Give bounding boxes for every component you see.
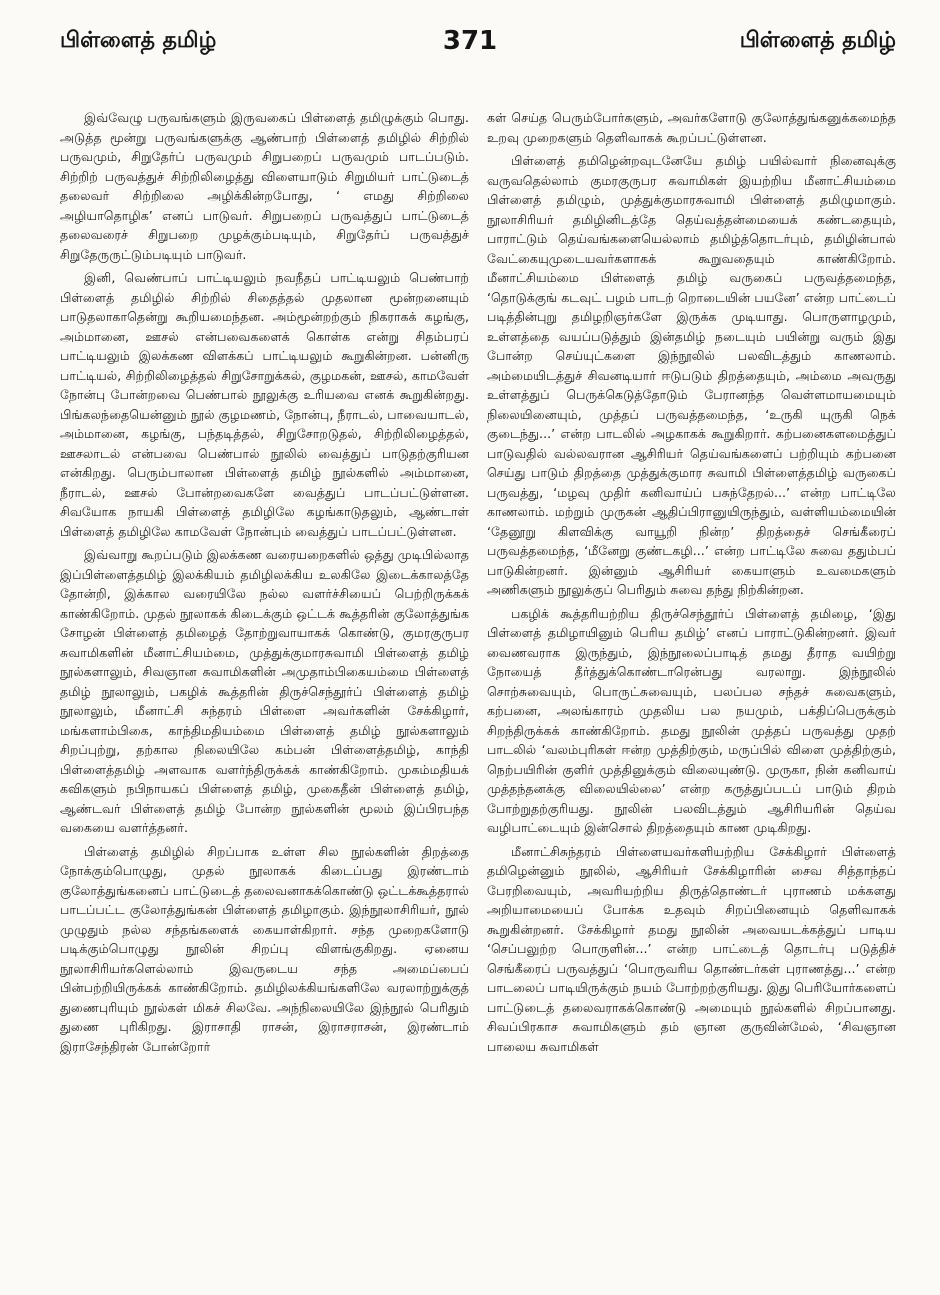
page-number: 371 xyxy=(442,26,498,56)
paragraph: இவ்வாறு கூறப்படும் இலக்கண வரையறைகளில் ஒத்து முடிபில்லாத இப்பிள்ளைத்தமிழ் இலக்கியம் தமிழிலக்கிய உலகிலே இடைக்காலத்தே தோன்றி, இக்கால வரையிலே நல்ல வளர்ச்சியைப் பெற்றிருக்கக் காண்கிறோம். முதல் நூலாகக் கிடைக்கும் ஒட்டக் கூத்தரின் குலோத்துங்க சோழன் பிள்ளைத் தமிழைத் தோற்றுவாயாகக் கொண்டு, குமரகுருபர சுவாமிகளின் மீனாட்சியம்மை, முத்துக்குமாரசுவாமி பிள்ளைத் தமிழ் நூல்களாலும், சிவஞான சுவாமிகளின் அமுதாம்பிகையம்மை பிள்ளைத் தமிழ் நூலாலும், பகழிக் கூத்தரின் திருச்செந்தூர்ப் பிள்ளைத் தமிழ் நூலாலும், மீனாட்சி சுந்தரம் பிள்ளை அவர்களின் சேக்கிழார், மங்களாம்பிகை, காந்திமதியம்மை பிள்ளைத் தமிழ் நூல்களாலும் சிறப்புற்று, தற்கால நிலையிலே கம்பன் பிள்ளைத்தமிழ், காந்தி பிள்ளைத்தமிழ் அளவாக வளர்ந்திருக்கக் காண்கிறோம். முகம்மதியக் கவிகளும் நபிநாயகப் பிள்ளைத் தமிழ், முகைதீன் பிள்ளைத் தமிழ், ஆண்டவர் பிள்ளைத் தமிழ் போன்ற நூல்களின் மூலம் இப்பிரபந்த வகையை வளர்த்தனர். xyxy=(60,547,469,835)
paragraph: இனி, வெண்பாப் பாட்டியலும் நவநீதப் பாட்டியலும் பெண்பாற் பிள்ளைத் தமிழில் சிற்றில் சிதைத்தல் முதலான மூன்றனையும் பாடுதலாகாதென்று கூறியமைந்தன. அம்மூன்றற்கும் நிகராகக் கழங்கு, அம்மானை, ஊசல் என்பவைகளைக் கொள்க என்று சிதம்பரப் பாட்டியலும் இலக்கண விளக்கப் பாட்டியலும் கூறுகின்றன. பன்னிரு பாட்டியல், சிற்றிலிழைத்தல் சிறுசோறுக்கல், குழமகன், ஊசல், காமவேள் நோன்பு போன்றவை பெண்பால் நூலுக்கு உரியவை எனக் கூறுகின்றது. பிங்கலந்தையென்னும் நூல் குழமணம், நோன்பு, நீராடல், பாவையாடல், அம்மானை, கழங்கு, பந்தடித்தல், சிறுசோறடுதல், சிற்றிலிழைத்தல், ஊசலாடல் என்பவை பெண்பால் நூலில் வைத்துப் பாடுதற்குரியன என்கிறது. பெரும்பாலான பிள்ளைத் தமிழ் நூல்களில் அம்மானை, நீராடல், ஊசல் போன்றவைகளே வைத்துப் பாடப்பட்டுள்ளன. சிவயோக நாயகி பிள்ளைத் தமிழிலே கழங்காடுதலும், ஆண்டாள் பிள்ளைத் தமிழிலே காமவேள் நோன்பும் வைத்துப் பாடப்பட்டுள்ளன. xyxy=(60,270,469,539)
paragraph-continued: கள் செய்த பெரும்போர்களும், அவர்களோடு குலோத்துங்கனுக்கமைந்த உறவு முறைகளும் தெளிவாகக் கூறப்பட்டுள்ளன. xyxy=(487,110,896,145)
left-column xyxy=(60,108,469,1060)
text-columns xyxy=(60,108,896,1060)
paragraph: பகழிக் கூத்தரியற்றிய திருச்செந்தூர்ப் பிள்ளைத் தமிழை, ‘இது பிள்ளைத் தமிழாயினும் பெரிய தமிழ்’ எனப் பாராட்டுகின்றனர். இவர் வைணவராக இருந்தும், இந்நூலைப்பாடித் தமது தீராத வயிற்று நோயைத் தீர்த்துக்கொண்டாரென்பது வரலாறு. இந்நூலில் சொற்சுவையும், பொருட்சுவையும், பலப்பல சந்தச் சுவைகளும், கற்பனை, அலங்காரம் முதலிய பல நயமும், பக்திப்பெருக்கும் சிறந்திருக்கக் காண்கிறோம். தமது நூலின் முத்தப் பருவத்து முதற் பாடலில் ‘வலம்புரிகள் ஈன்ற முத்திற்கும், மருப்பில் விளை முத்திற்கும், நெற்பயிரின் குளிர் முத்தினுக்கும் விலையுண்டு. முருகா, நின் கனிவாய் முத்தந்தனக்கு விலையில்லை’ என்ற கருத்துப்படப் பாடும் திறம் போற்றுதற்குரியது. நூலின் பலவிடத்தும் ஆசிரியரின் தெய்வ வழிபாட்டையும் இன்சொல் திறத்தையும் காண முடிகிறது. xyxy=(487,605,896,835)
right-column xyxy=(487,108,896,1060)
paragraph: பிள்ளைத் தமிழென்றவுடனேயே தமிழ் பயில்வார் நினைவுக்கு வருவதெல்லாம் குமரகுருபர சுவாமிகள் இயற்றிய மீனாட்சியம்மை பிள்ளைத் தமிழும், முத்துக்குமாரசுவாமி பிள்ளைத் தமிழுமாகும். நூலாசிரியர் தமிழினிடத்தே தெய்வத்தன்மையைக் கண்டதையும், பாராட்டும் தெய்வங்களையெல்லாம் தமிழ்த்தொடர்பும், தமிழின்பால் வேட்கையுமுடையவர்களாகக் கூறுவதையும் காண்கிறோம். மீனாட்சியம்மை பிள்ளைத் தமிழ் வருகைப் பருவத்தமைந்த, ‘தொடுக்குங் கடவுட் பழம் பாடற் றொடையின் பயனே’ என்ற பாட்டைப் படித்தின்புறு தமிழறிஞர்களே இருக்க முடியாது. பொருளாழமும், உள்ளத்தை வயப்படுத்தும் இன்தமிழ் நடையும் பயின்று வரும் இது போன்ற செய்யுட்களை இந்நூலில் பலவிடத்தும் காணலாம். அம்மையிடத்துச் சிவனடியார் ஈடுபடும் திறத்தையும், அம்மை அவருது உள்ளத்துப் பெருக்கெடுத்தோடும் பேரானந்த வெள்ளமாயமையும் நிலையினையும், முத்தப் பருவத்தமைந்த, ‘உருகி யுருகி நெக் குடைந்து...’ என்ற பாடலில் அழகாகக் கூறுகிறார். கற்பனைகளமைத்துப் பாடுவதில் வல்லவரான ஆசிரியர் தெய்வங்களைப் பற்றியும் கற்பனை செய்து பாடும் திறத்தை முத்துக்குமார சுவாமி பிள்ளைத்தமிழ் வருகைப் பருவத்து, ‘மழவு முதிர் கனிவாய்ப் பசுந்தேறல்...’ என்ற பாட்டிலே காணலாம். மற்றும் முருகன் ஆதிப்பிரானுயிருந்தும், வள்ளியம்மையின் ‘தேனூறு கிளவிக்கு வாயூறி நின்ற’ திறத்தைச் செங்கீரைப் பருவத்தமைந்த, ‘மீனேறு குண்டகழி...’ என்ற பாட்டிலே சுவை ததும்பப் பாடுகின்றனர். இன்னும் ஆசிரியர் கையாளும் உவமைகளும் அணிகளும் நூலுக்குப் பெரிதும் சுவை தந்து நிற்கின்றன. xyxy=(487,153,896,597)
page-header xyxy=(60,28,896,78)
paragraph: பிள்ளைத் தமிழில் சிறப்பாக உள்ள சில நூல்களின் திறத்தை நோக்கும்பொழுது, முதல் நூலாகக் கிடைப்பது இரண்டாம் குலோத்துங்கனைப் பாட்டுடைத் தலைவனாகக்கொண்டு ஒட்டக்கூத்தரால் பாடப்பட்ட குலோத்துங்கன் பிள்ளைத் தமிழாகும். இந்நூலாசிரியர், நூல் முழுதும் நல்ல சந்தங்களைக் கையாள்கிறார். சந்த முறைகளோடு படிக்கும்பொழுது நூலின் சிறப்பு விளங்குகிறது. ஏனைய நூலாசிரியர்களெல்லாம் இவருடைய சந்த அமைப்பைப் பின்பற்றியிருக்கக் காண்கிறோம். தமிழிலக்கியங்களிலே வரலாற்றுக்குத் துணைபுரியும் நூல்கள் மிகச் சிலவே. அந்நிலையிலே இந்நூல் பெரிதும் துணை புரிகிறது. இராசாதி ராசன், இராசராசன், இரண்டாம் இராசேந்திரன் போன்றோர் xyxy=(60,843,469,1054)
running-title-left: பிள்ளைத் தமிழ் xyxy=(60,28,217,53)
paragraph: மீனாட்சிசுந்தரம் பிள்ளையவர்களியற்றிய சேக்கிழார் பிள்ளைத் தமிழென்னும் நூலில், ஆசிரியர் சேக்கிழாரின் சைவ சித்தாந்தப் பேரறிவையும், அவரியற்றிய திருத்தொண்டர் புராணம் மக்களது அறியாமையைப் போக்க உதவும் சிறப்பினையும் தெளிவாகக் கூறுகின்றனர். சேக்கிழார் தமது நூலின் அவையடக்கத்துப் பாடிய ‘செப்பலுற்ற பொருளின்...’ என்ற பாட்டைத் தொடர்பு படுத்திச் செங்கீரைப் பருவத்துப் ‘பொருவரிய தொண்டர்கள் புராணத்து...’ என்ற பாடலைப் பாடியிருக்கும் நயம் போற்றற்குரியது. இது பெரியோர்களைப் பாட்டுடைத் தலைவராகக்கொண்டு அமையும் நூல்களில் சிறப்பானது. சிவப்பிரகாச சுவாமிகளும் தம் ஞான குருவின்மேல், ‘சிவஞான பாலைய சுவாமிகள் xyxy=(487,843,897,1054)
running-title-right: பிள்ளைத் தமிழ் xyxy=(739,28,896,53)
paragraph: இவ்வேழு பருவங்களும் இருவகைப் பிள்ளைத் தமிழுக்கும் பொது. அடுத்த மூன்று பருவங்களுக்கு ஆண்பாற் பிள்ளைத் தமிழில் சிற்றில் பருவமும், சிறுதேர்ப் பருவமும் சிறுபறைப் பருவமும் பாடப்படும். சிற்றிற் பருவத்துச் சிற்றிலிழைத்து விளையாடும் சிறுமியர் பாட்டுடைத் தலைவர் சிற்றிலை அழிக்கின்றபோது, ‘ எமது சிற்றிலை அழியாதொழிக’ எனப் பாடுவர். சிறுபறைப் பருவத்துப் பாட்டுடைத் தலைவரைச் சிறுபறை முழக்கும்படியும், சிறுதேர்ப் பருவத்துச் சிறுதேருருட்டும்படியும் பாடுவர். xyxy=(60,110,469,262)
